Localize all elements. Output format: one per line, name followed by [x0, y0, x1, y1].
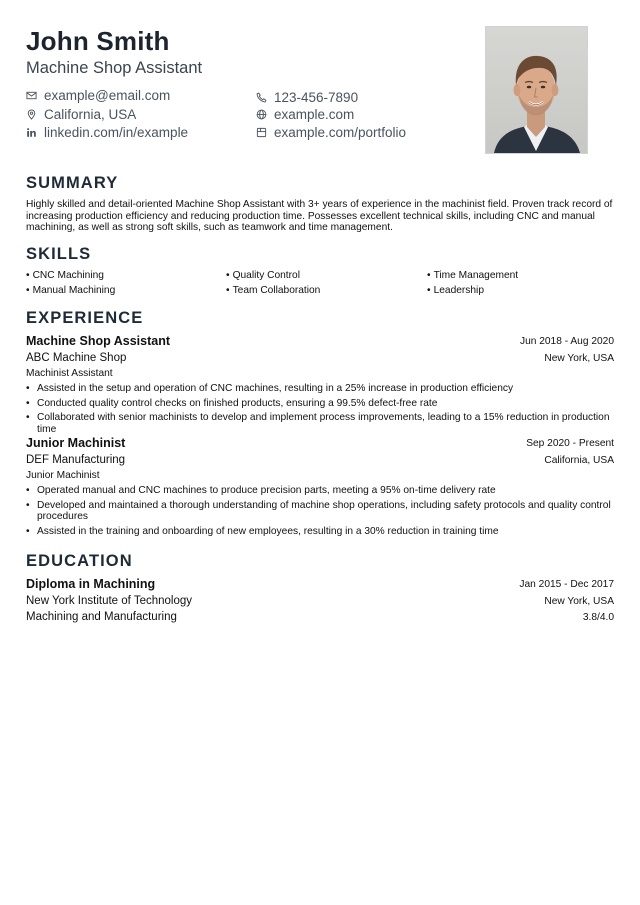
contact-linkedin-text: linkedin.com/in/example — [44, 125, 189, 140]
summary-text: Highly skilled and detail-oriented Machine Shop Assistant with 3+ years of experience in the machinist field. Proven track record of increasing production efficiency and reducing production time. Possesses excellent technical skills, including CNC and manual machining, as well as strong soft skills, such as teamwork and time management. — [26, 199, 613, 234]
job-title: Machine Shop Assistant — [26, 334, 171, 348]
envelope-icon — [26, 90, 37, 101]
skill-item: • Team Collaboration — [226, 285, 320, 296]
profile-photo — [485, 26, 588, 154]
skill-item: • Leadership — [427, 285, 484, 296]
job-role: Junior Machinist — [26, 470, 100, 481]
candidate-name: John Smith — [26, 26, 170, 56]
job-bullet: • Conducted quality control checks on finished products, ensuring a 99.5% defect-free rate — [26, 398, 614, 410]
job-company: ABC Machine Shop — [26, 352, 127, 364]
skill-item: • Quality Control — [226, 270, 300, 281]
education-location: New York, USA — [544, 596, 614, 607]
contact-linkedin[interactable] — [26, 125, 188, 140]
gpa: 3.8/4.0 — [582, 612, 614, 623]
job-role: Machinist Assistant — [26, 368, 113, 379]
contact-email[interactable] — [26, 88, 170, 103]
contact-location — [26, 107, 136, 122]
contact-location-text: California, USA — [44, 107, 137, 122]
summary-heading: SUMMARY — [26, 174, 119, 192]
job-bullet: • Assisted in the setup and operation of CNC machines, resulting in a 25% increase in production efficiency — [26, 383, 614, 395]
contact-phone-text: 123-456-7890 — [274, 90, 359, 105]
job-bullet: • Developed and maintained a thorough understanding of machine shop operations, including safety protocols and quality control procedures — [26, 500, 614, 523]
education-heading: EDUCATION — [26, 552, 133, 570]
job-bullets — [26, 383, 614, 435]
job-location: New York, USA — [544, 353, 614, 364]
map-pin-icon — [26, 109, 37, 120]
skill-item: • Manual Machining — [26, 285, 115, 296]
experience-heading: EXPERIENCE — [26, 309, 144, 327]
skills-heading: SKILLS — [26, 245, 92, 263]
contact-portfolio-text: example.com/portfolio — [274, 125, 407, 140]
education-dates: Jan 2015 - Dec 2017 — [519, 579, 614, 590]
skill-item: • Time Management — [427, 270, 518, 281]
job-title: Junior Machinist — [26, 436, 126, 450]
degree: Diploma in Machining — [26, 577, 156, 591]
contact-website[interactable] — [256, 107, 354, 122]
phone-icon — [256, 92, 267, 103]
skill-item: • CNC Machining — [26, 270, 104, 281]
job-location: California, USA — [544, 455, 614, 466]
job-bullet: • Operated manual and CNC machines to produce precision parts, meeting a 95% on-time delivery rate — [26, 485, 614, 497]
job-bullet: • Assisted in the training and onboarding of new employees, resulting in a 30% reduction in training time — [26, 526, 614, 538]
portfolio-icon — [256, 127, 267, 138]
job-company: DEF Manufacturing — [26, 454, 126, 466]
portrait-image — [486, 27, 587, 153]
job-dates: Sep 2020 - Present — [526, 438, 614, 449]
contact-phone[interactable] — [256, 90, 358, 105]
contact-email-text: example@email.com — [44, 88, 171, 103]
school: New York Institute of Technology — [26, 595, 193, 607]
linkedin-icon — [26, 127, 37, 138]
job-bullets — [26, 485, 614, 537]
candidate-title: Machine Shop Assistant — [26, 59, 203, 77]
globe-icon — [256, 109, 267, 120]
field-of-study: Machining and Manufacturing — [26, 611, 177, 623]
job-bullet: • Collaborated with senior machinists to develop and implement process improvements, leading to a 15% reduction in production time — [26, 412, 614, 435]
job-dates: Jun 2018 - Aug 2020 — [519, 336, 614, 347]
contact-portfolio[interactable] — [256, 125, 406, 140]
contact-website-text: example.com — [274, 107, 355, 122]
